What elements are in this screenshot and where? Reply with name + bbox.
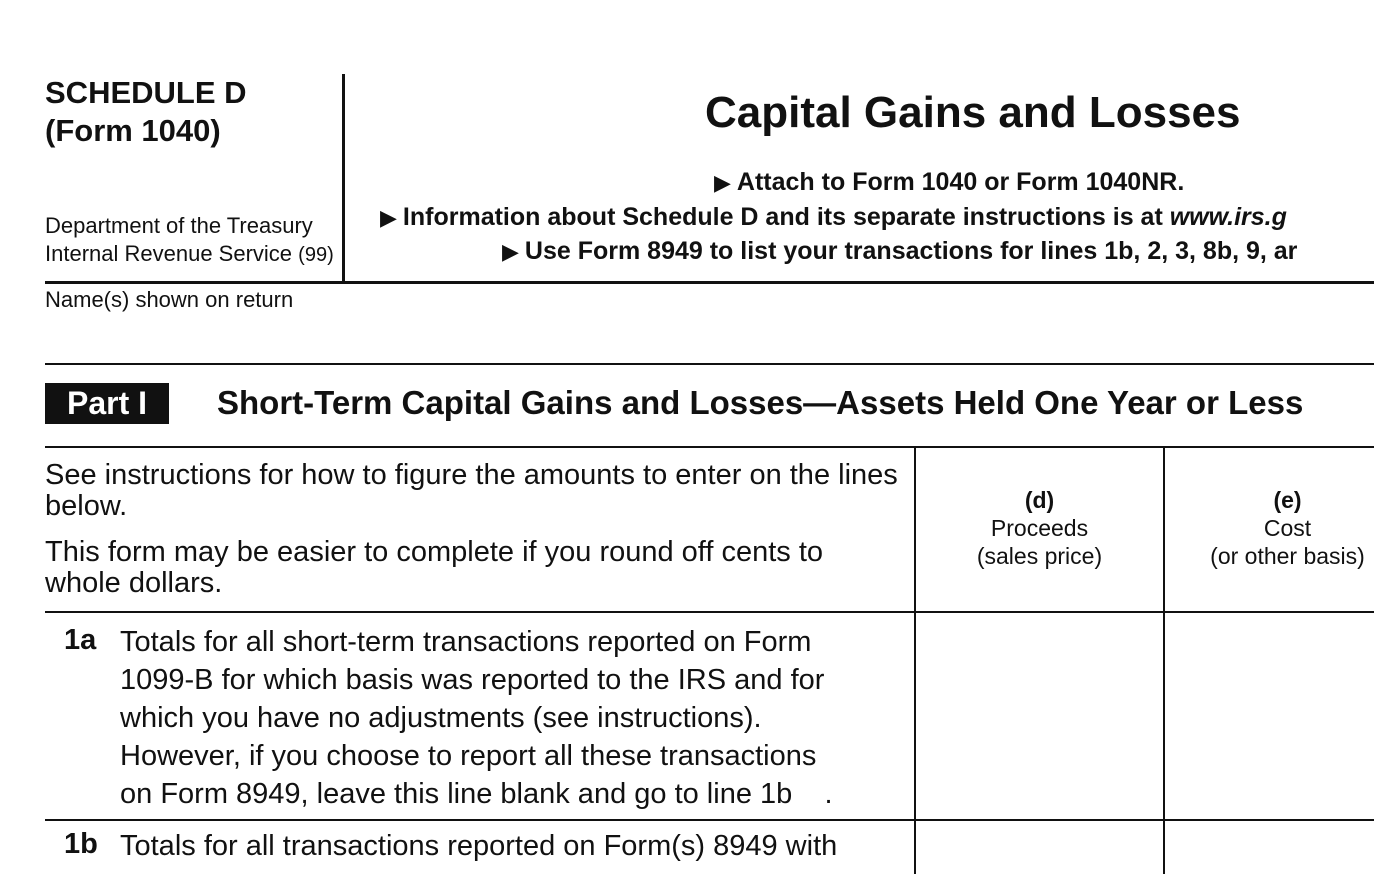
form-title: Capital Gains and Losses bbox=[705, 88, 1241, 137]
schedule-title bbox=[45, 74, 247, 150]
column-header-cost bbox=[1165, 486, 1374, 570]
column-label: Cost bbox=[1263, 515, 1312, 541]
line-description-1a bbox=[120, 623, 910, 813]
triangle-right-icon: ▶ bbox=[380, 205, 397, 230]
instruction-text: Information about Schedule D and its separate instructions is at bbox=[402, 203, 1170, 231]
schedule-label: SCHEDULE D bbox=[45, 75, 247, 110]
intro-rounding-note: This form may be easier to complete if you round off cents to whole dollars. bbox=[45, 536, 824, 599]
instruction-attach bbox=[714, 168, 1184, 197]
intro-instructions: See instructions for how to figure the amounts to enter on the lines below. bbox=[45, 459, 898, 522]
triangle-right-icon: ▶ bbox=[714, 170, 731, 195]
department-label: Department of the Treasury bbox=[45, 213, 313, 238]
column-header-proceeds bbox=[916, 486, 1163, 570]
irs-line bbox=[45, 240, 334, 268]
column-sublabel: (or other basis) bbox=[1210, 543, 1365, 569]
row-rule bbox=[45, 819, 1374, 821]
triangle-right-icon: ▶ bbox=[502, 239, 519, 264]
name-field-label: Name(s) shown on return bbox=[45, 287, 294, 312]
header-divider bbox=[342, 74, 345, 282]
irs-link[interactable]: www.irs.g bbox=[1169, 203, 1287, 231]
column-sublabel: (sales price) bbox=[976, 543, 1103, 569]
header-rule bbox=[45, 281, 1374, 284]
line-number-1b: 1b bbox=[64, 828, 98, 860]
column-label: Proceeds bbox=[990, 515, 1089, 541]
line-text: on Form 8949, leave this line blank and go to line 1b . bbox=[120, 778, 833, 810]
line-number-1a: 1a bbox=[64, 624, 97, 656]
row-rule bbox=[45, 611, 1374, 613]
instruction-text: Use Form 8949 to list your transactions for lines 1b, 2, 3, 8b, 9, ar bbox=[524, 237, 1298, 265]
part-badge: Part I bbox=[45, 383, 169, 424]
part-title: Short-Term Capital Gains and Losses—Assets Held One Year or Less bbox=[217, 384, 1304, 421]
irs-code: (99) bbox=[298, 243, 334, 266]
instruction-form-8949 bbox=[502, 237, 1297, 266]
line-text: 1099-B for which basis was reported to the IRS and for bbox=[120, 664, 825, 696]
line-text: which you have no adjustments (see instructions). bbox=[120, 702, 762, 734]
instruction-info bbox=[380, 203, 1287, 232]
name-field-underline bbox=[45, 363, 1374, 365]
line-description-1b bbox=[120, 827, 910, 865]
column-letter: (d) bbox=[1024, 487, 1055, 513]
department-block bbox=[45, 212, 334, 268]
line-text: Totals for all transactions reported on Form(s) 8949 with bbox=[120, 830, 838, 862]
column-letter: (e) bbox=[1273, 487, 1302, 513]
part-rule bbox=[45, 446, 1374, 448]
line-text: However, if you choose to report all these transactions bbox=[120, 740, 817, 772]
form-label: (Form 1040) bbox=[45, 112, 221, 148]
irs-label: Internal Revenue Service bbox=[45, 240, 293, 266]
instruction-text: Attach to Form 1040 or Form 1040NR. bbox=[736, 168, 1185, 196]
line-text: Totals for all short-term transactions reported on Form bbox=[120, 626, 812, 658]
